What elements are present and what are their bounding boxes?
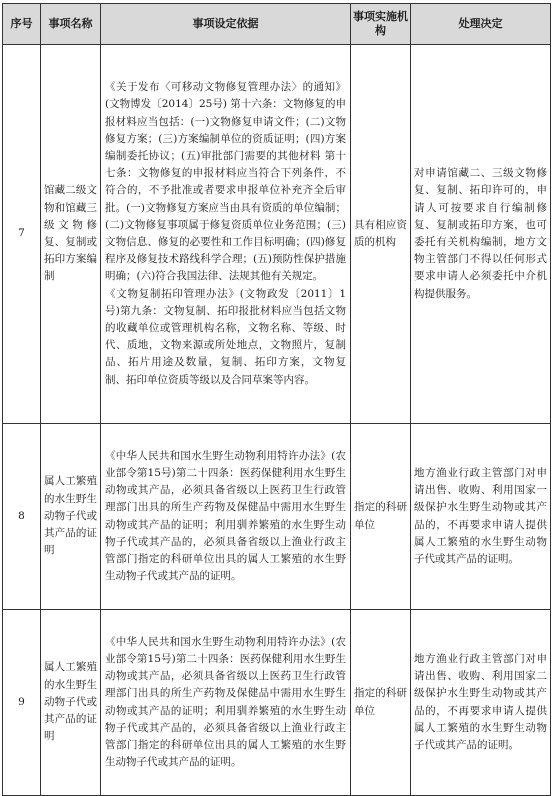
row-number: 8 — [3, 424, 41, 610]
header-basis: 事项设定依据 — [101, 4, 351, 45]
item-basis — [101, 424, 351, 610]
header-name: 事项名称 — [41, 4, 101, 45]
row-number: 9 — [3, 610, 41, 796]
basis-paragraph: 《中华人民共和国水生野生动物利用特许办法》(农业部令第15号)第二十四条：医药保健利用水生野生动物或其产品，必须具备省级以上医药卫生行政管理部门出具的所生产药物及保健品中需用水生野生动物或其产品的证明；利用驯养繁殖的水生野生动物子代或其产品的，必须具备省级以上渔业行政主管部门指定的科研单位出具的属人工繁殖的水生野生动物子代或其产品的证明。 — [105, 635, 346, 769]
table-row — [3, 45, 551, 424]
item-decision: 地方渔业行政主管部门对申请出售、收购、利用国家一级保护水生野生动物或其产品的，不再要求申请人提供属人工繁殖的水生野生动物子代或其产品的证明。 — [411, 424, 551, 610]
header-row — [3, 4, 551, 45]
header-agency: 事项实施机构 — [351, 4, 411, 45]
item-decision: 地方渔业行政主管部门对申请出售、收购、利用国家二级保护水生野生动物或其产品的，不再要求申请人提供属人工繁殖的水生野生动物子代或其产品的证明。 — [411, 610, 551, 796]
item-basis — [101, 610, 351, 796]
item-name: 属人工繁殖的水生野生动物子代或其产品的证明 — [41, 424, 101, 610]
item-basis — [101, 45, 351, 424]
item-agency: 具有相应资质的机构 — [351, 45, 411, 424]
item-agency: 指定的科研单位 — [351, 424, 411, 610]
header-no: 序号 — [3, 4, 41, 45]
basis-paragraph: 《关于发布〈可移动文物修复管理办法〉的通知》(文物博发〔2014〕25号) 第十六条：文物修复的申报材料应当包括：(一)文物修复申请文件；(二)文物修复方案；(三)方案编制单位的资质证明；(四)方案编制委托协议；(五)审批部门需要的其他材料 第十七条：文物修复的申报材料应当符合下列条件，不符合的，不予批准或者要求申报单位补充齐全后审批。(一)文物修复方案应当由具有资质的单位编制；(二)文物修复事项属于修复资质单位业务范围；(三)文物信息、修复的必要性和工作目标明确；(四)修复程序及修复技术路线科学合理；(五)预防性保护措施明确；(六)符合我国法律、法规其他有关规定。 — [105, 81, 346, 283]
item-agency: 指定的科研单位 — [351, 610, 411, 796]
item-decision: 对申请馆藏二、三级文物修复、复制、拓印许可的，申请人可按要求自行编制修复、复制或拓印方案，也可委托有关机构编制，地方文物主管部门不得以任何形式要求申请人必须委托中介机构提供服务。 — [411, 45, 551, 424]
table-row — [3, 424, 551, 610]
item-name: 馆藏二级文物和馆藏三级文物修复、复制或拓印方案编制 — [41, 45, 101, 424]
items-table — [2, 3, 551, 796]
table-row — [3, 610, 551, 796]
basis-paragraph: 《文物复制拓印管理办法》(文物政发〔2011〕1号)第九条：文物复制、拓印报批材料应当包括文物的收藏单位或管理机构名称，文物名称、等级、时代、质地，文物来源或所处地点，文物照片，复制品、拓片用途及数量，复制、拓印方案，文物复制、拓印单位资质等级以及合同草案等内容。 — [105, 287, 346, 386]
basis-paragraph: 《中华人民共和国水生野生动物利用特许办法》(农业部令第15号)第二十四条：医药保健利用水生野生动物或其产品，必须具备省级以上医药卫生行政管理部门出具的所生产药物及保健品中需用水生野生动物或其产品的证明；利用驯养繁殖的水生野生动物子代或其产品的，必须具备省级以上渔业行政主管部门指定的科研单位出具的属人工繁殖的水生野生动物子代或其产品的证明。 — [105, 449, 346, 583]
header-decision: 处理决定 — [411, 4, 551, 45]
row-number: 7 — [3, 45, 41, 424]
item-name: 属人工繁殖的水生野生动物子代或其产品的证明 — [41, 610, 101, 796]
